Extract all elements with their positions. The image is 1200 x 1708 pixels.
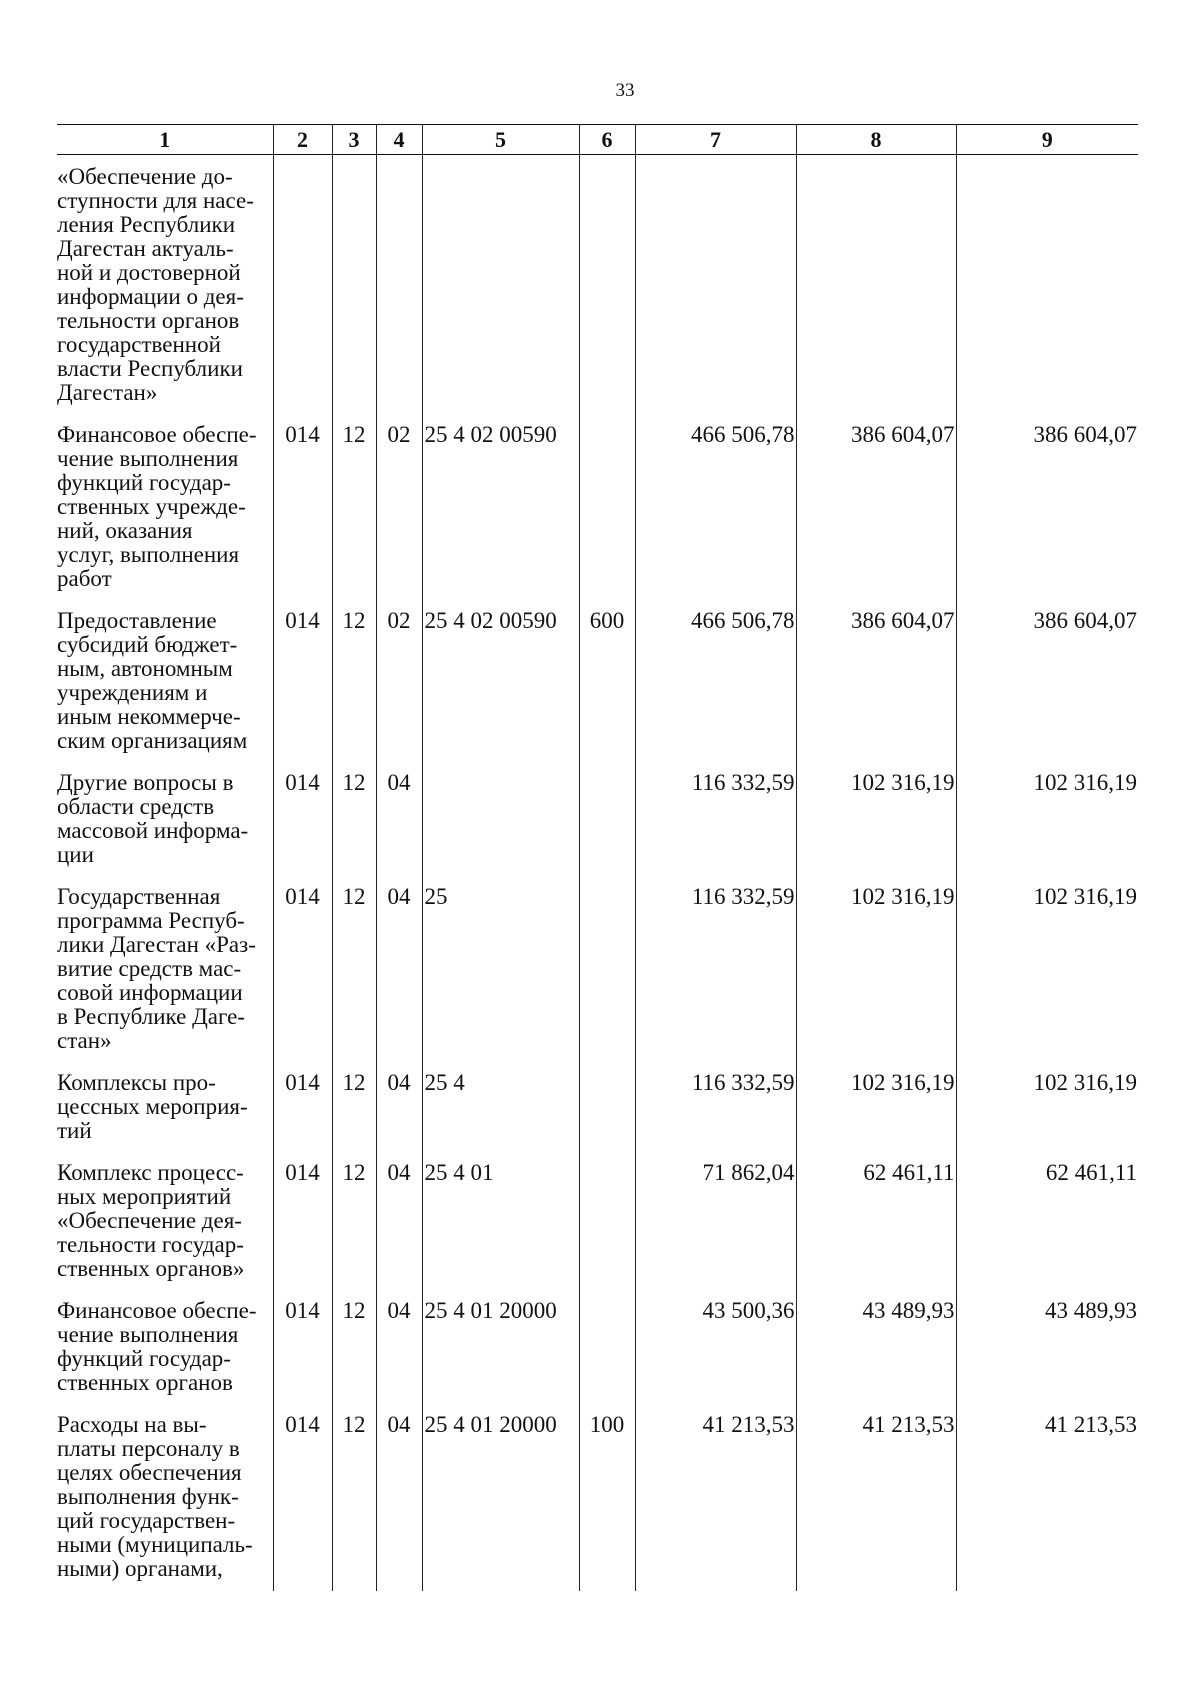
- column-header: 4: [376, 125, 422, 155]
- ministry-code: 014: [273, 767, 332, 881]
- description-line: иным некоммерче-: [57, 704, 241, 729]
- column-header: 5: [422, 125, 579, 155]
- description-line: Финансовое обеспе-: [57, 1298, 257, 1323]
- description-line: Государственная: [57, 884, 221, 909]
- target-article-code: 25 4 01 20000: [422, 1409, 579, 1591]
- subsection-code: 04: [376, 767, 422, 881]
- table-row: [57, 767, 1138, 881]
- description-line: стан»: [57, 1028, 112, 1053]
- ministry-code: 014: [273, 605, 332, 767]
- ministry-code: 014: [273, 1157, 332, 1295]
- amount-col-7: 116 332,59: [635, 881, 796, 1067]
- expense-type-code: [579, 419, 635, 605]
- description-line: тельности органов: [57, 308, 240, 333]
- amount-col-8: 102 316,19: [796, 881, 956, 1067]
- subsection-code: 04: [376, 881, 422, 1067]
- amount-col-7: 41 213,53: [635, 1409, 796, 1591]
- table-row: [57, 1409, 1138, 1591]
- ministry-code: 014: [273, 419, 332, 605]
- description-line: ными (муниципаль-: [57, 1532, 253, 1557]
- description-line: ступности для насе-: [57, 188, 254, 213]
- amount-col-9: 386 604,07: [956, 605, 1138, 767]
- description-line: тельности государ-: [57, 1232, 244, 1257]
- subsection-code: 02: [376, 605, 422, 767]
- target-article-code: 25 4: [422, 1067, 579, 1157]
- description-line: Расходы на вы-: [57, 1412, 207, 1437]
- expense-type-code: [579, 1157, 635, 1295]
- amount-col-9: 386 604,07: [956, 419, 1138, 605]
- expense-type-code: [579, 767, 635, 881]
- table-row: [57, 1157, 1138, 1295]
- column-header: 9: [956, 125, 1138, 155]
- target-article-code: 25: [422, 881, 579, 1067]
- subsection-code: 04: [376, 1409, 422, 1591]
- target-article-code: 25 4 01: [422, 1157, 579, 1295]
- section-code: [332, 155, 376, 420]
- description-line: услуг, выполнения: [57, 542, 240, 567]
- description-line: ний, оказания: [57, 518, 193, 543]
- column-header: 7: [635, 125, 796, 155]
- table-row: [57, 155, 1138, 420]
- description-line: Предоставление: [57, 608, 217, 633]
- section-code: 12: [332, 1157, 376, 1295]
- column-header: 2: [273, 125, 332, 155]
- amount-col-8: 386 604,07: [796, 605, 956, 767]
- target-article-code: 25 4 02 00590: [422, 419, 579, 605]
- description-line: совой информации: [57, 980, 243, 1005]
- amount-col-7: [635, 155, 796, 420]
- target-article-code: [422, 767, 579, 881]
- section-code: 12: [332, 881, 376, 1067]
- description-line: ций государствен-: [57, 1508, 236, 1533]
- expense-type-code: [579, 155, 635, 420]
- section-code: 12: [332, 605, 376, 767]
- amount-col-7: 43 500,36: [635, 1295, 796, 1409]
- row-description: [57, 155, 273, 420]
- description-line: тий: [57, 1118, 92, 1143]
- amount-col-9: 102 316,19: [956, 1067, 1138, 1157]
- description-line: ления Республики: [57, 212, 236, 237]
- description-line: ственных органов»: [57, 1256, 245, 1281]
- description-line: функций государ-: [57, 470, 231, 495]
- amount-col-8: 43 489,93: [796, 1295, 956, 1409]
- description-line: Дагестан актуаль-: [57, 236, 234, 261]
- target-article-code: 25 4 02 00590: [422, 605, 579, 767]
- row-description: [57, 605, 273, 767]
- subsection-code: 04: [376, 1295, 422, 1409]
- section-code: 12: [332, 767, 376, 881]
- subsection-code: 02: [376, 419, 422, 605]
- amount-col-8: 102 316,19: [796, 1067, 956, 1157]
- amount-col-7: 116 332,59: [635, 767, 796, 881]
- table-row: [57, 881, 1138, 1067]
- section-code: 12: [332, 1067, 376, 1157]
- ministry-code: 014: [273, 1295, 332, 1409]
- description-line: ным, автономным: [57, 656, 233, 681]
- row-description: [57, 419, 273, 605]
- table-row: [57, 1295, 1138, 1409]
- description-line: ственных учрежде-: [57, 494, 246, 519]
- description-line: лики Дагестан «Раз-: [57, 932, 256, 957]
- amount-col-8: 41 213,53: [796, 1409, 956, 1591]
- description-line: государственной: [57, 332, 221, 357]
- amount-col-8: 102 316,19: [796, 767, 956, 881]
- section-code: 12: [332, 419, 376, 605]
- description-line: Дагестан»: [57, 380, 158, 405]
- amount-col-7: 71 862,04: [635, 1157, 796, 1295]
- amount-col-9: 102 316,19: [956, 881, 1138, 1067]
- amount-col-9: 41 213,53: [956, 1409, 1138, 1591]
- row-description: [57, 1409, 273, 1591]
- description-line: чение выполнения: [57, 1322, 239, 1347]
- row-description: [57, 881, 273, 1067]
- description-line: ными) органами,: [57, 1556, 223, 1581]
- table-row: [57, 419, 1138, 605]
- ministry-code: 014: [273, 1067, 332, 1157]
- description-line: целях обеспечения: [57, 1460, 242, 1485]
- description-line: функций государ-: [57, 1346, 231, 1371]
- description-line: Финансовое обеспе-: [57, 422, 257, 447]
- description-line: витие средств мас-: [57, 956, 242, 981]
- expense-type-code: [579, 881, 635, 1067]
- description-line: платы персоналу в: [57, 1436, 240, 1461]
- amount-col-7: 466 506,78: [635, 419, 796, 605]
- description-line: Комплекс процесс-: [57, 1160, 244, 1185]
- table-row: [57, 1067, 1138, 1157]
- description-line: выполнения функ-: [57, 1484, 239, 1509]
- amount-col-9: [956, 155, 1138, 420]
- description-line: ции: [57, 842, 94, 867]
- description-line: ной и достоверной: [57, 260, 241, 285]
- row-description: [57, 1067, 273, 1157]
- section-code: 12: [332, 1295, 376, 1409]
- section-code: 12: [332, 1409, 376, 1591]
- column-header: 1: [57, 125, 273, 155]
- description-line: учреждениям и: [57, 680, 208, 705]
- description-line: программа Респуб-: [57, 908, 245, 933]
- budget-table: [57, 124, 1138, 1591]
- amount-col-7: 466 506,78: [635, 605, 796, 767]
- amount-col-7: 116 332,59: [635, 1067, 796, 1157]
- table-row: [57, 605, 1138, 767]
- row-description: [57, 767, 273, 881]
- column-header: 3: [332, 125, 376, 155]
- target-article-code: [422, 155, 579, 420]
- amount-col-8: 386 604,07: [796, 419, 956, 605]
- amount-col-8: 62 461,11: [796, 1157, 956, 1295]
- description-line: ственных органов: [57, 1370, 233, 1395]
- description-line: работ: [57, 566, 112, 591]
- description-line: ским организациям: [57, 728, 248, 753]
- amount-col-8: [796, 155, 956, 420]
- row-description: [57, 1157, 273, 1295]
- description-line: ных мероприятий: [57, 1184, 232, 1209]
- row-description: [57, 1295, 273, 1409]
- expense-type-code: 100: [579, 1409, 635, 1591]
- amount-col-9: 43 489,93: [956, 1295, 1138, 1409]
- amount-col-9: 62 461,11: [956, 1157, 1138, 1295]
- description-line: власти Республики: [57, 356, 243, 381]
- description-line: информации о дея-: [57, 284, 244, 309]
- target-article-code: 25 4 01 20000: [422, 1295, 579, 1409]
- expense-type-code: 600: [579, 605, 635, 767]
- column-header: 6: [579, 125, 635, 155]
- expense-type-code: [579, 1067, 635, 1157]
- ministry-code: 014: [273, 881, 332, 1067]
- description-line: Другие вопросы в: [57, 770, 234, 795]
- description-line: чение выполнения: [57, 446, 239, 471]
- expense-type-code: [579, 1295, 635, 1409]
- subsection-code: 04: [376, 1067, 422, 1157]
- description-line: «Обеспечение до-: [57, 164, 233, 189]
- amount-col-9: 102 316,19: [956, 767, 1138, 881]
- description-line: в Республике Даге-: [57, 1004, 245, 1029]
- ministry-code: 014: [273, 1409, 332, 1591]
- ministry-code: [273, 155, 332, 420]
- description-line: цессных мероприя-: [57, 1094, 248, 1119]
- description-line: «Обеспечение дея-: [57, 1208, 242, 1233]
- description-line: массовой информа-: [57, 818, 249, 843]
- subsection-code: 04: [376, 1157, 422, 1295]
- description-line: субсидий бюджет-: [57, 632, 238, 657]
- column-header: 8: [796, 125, 956, 155]
- page-number: 33: [615, 80, 635, 101]
- subsection-code: [376, 155, 422, 420]
- description-line: области средств: [57, 794, 215, 819]
- description-line: Комплексы про-: [57, 1070, 216, 1095]
- header-row: [57, 125, 1138, 155]
